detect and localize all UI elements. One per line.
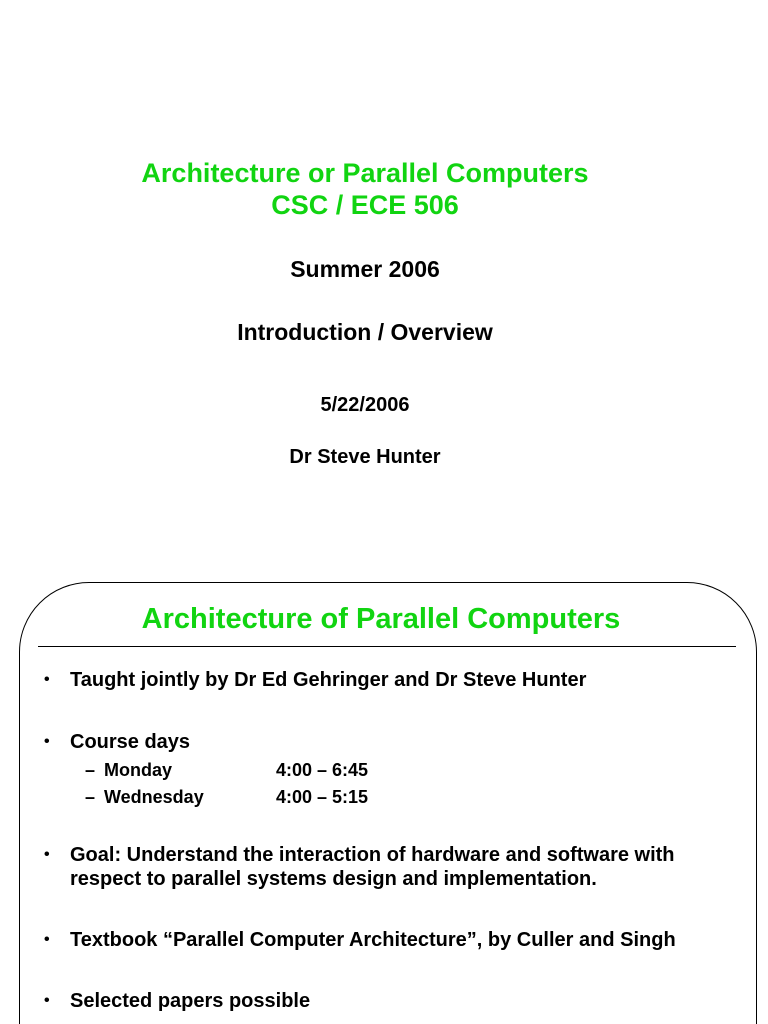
title-divider <box>38 646 736 647</box>
schedule-time: 4:00 – 6:45 <box>276 760 369 780</box>
bullet-text: Taught jointly by Dr Ed Gehringer and Dr Steve Hunter <box>70 669 587 691</box>
slide-title: Architecture of Parallel Computers <box>141 603 621 635</box>
schedule-day: Wednesday <box>104 787 204 807</box>
bullet-icon: • <box>44 671 50 688</box>
course-term: Summer 2006 <box>290 256 440 282</box>
bullet-text-line2: respect to parallel systems design and implementation. <box>70 868 597 890</box>
schedule-day: Monday <box>104 760 173 780</box>
bullet-text: Course days <box>70 731 191 753</box>
bullet-text-line1: Goal: Understand the interaction of hardware and software with <box>70 844 675 866</box>
schedule-time: 4:00 – 5:15 <box>276 787 369 807</box>
course-code: CSC / ECE 506 <box>271 190 459 220</box>
bullet-icon: • <box>44 931 50 948</box>
bullet-icon: • <box>44 846 50 863</box>
bullet-text: Textbook “Parallel Computer Architecture”, by Culler and Singh <box>70 929 676 951</box>
bullet-icon: • <box>44 992 50 1009</box>
course-title: Architecture or Parallel Computers <box>141 158 589 188</box>
lecture-date: 5/22/2006 <box>320 394 410 416</box>
presenter-name: Dr Steve Hunter <box>289 446 441 468</box>
bullet-text: Selected papers possible <box>70 990 311 1012</box>
sub-bullet-dash: – <box>85 787 96 807</box>
lecture-subject: Introduction / Overview <box>237 319 493 345</box>
sub-bullet-dash: – <box>85 760 96 780</box>
bullet-icon: • <box>44 733 50 750</box>
